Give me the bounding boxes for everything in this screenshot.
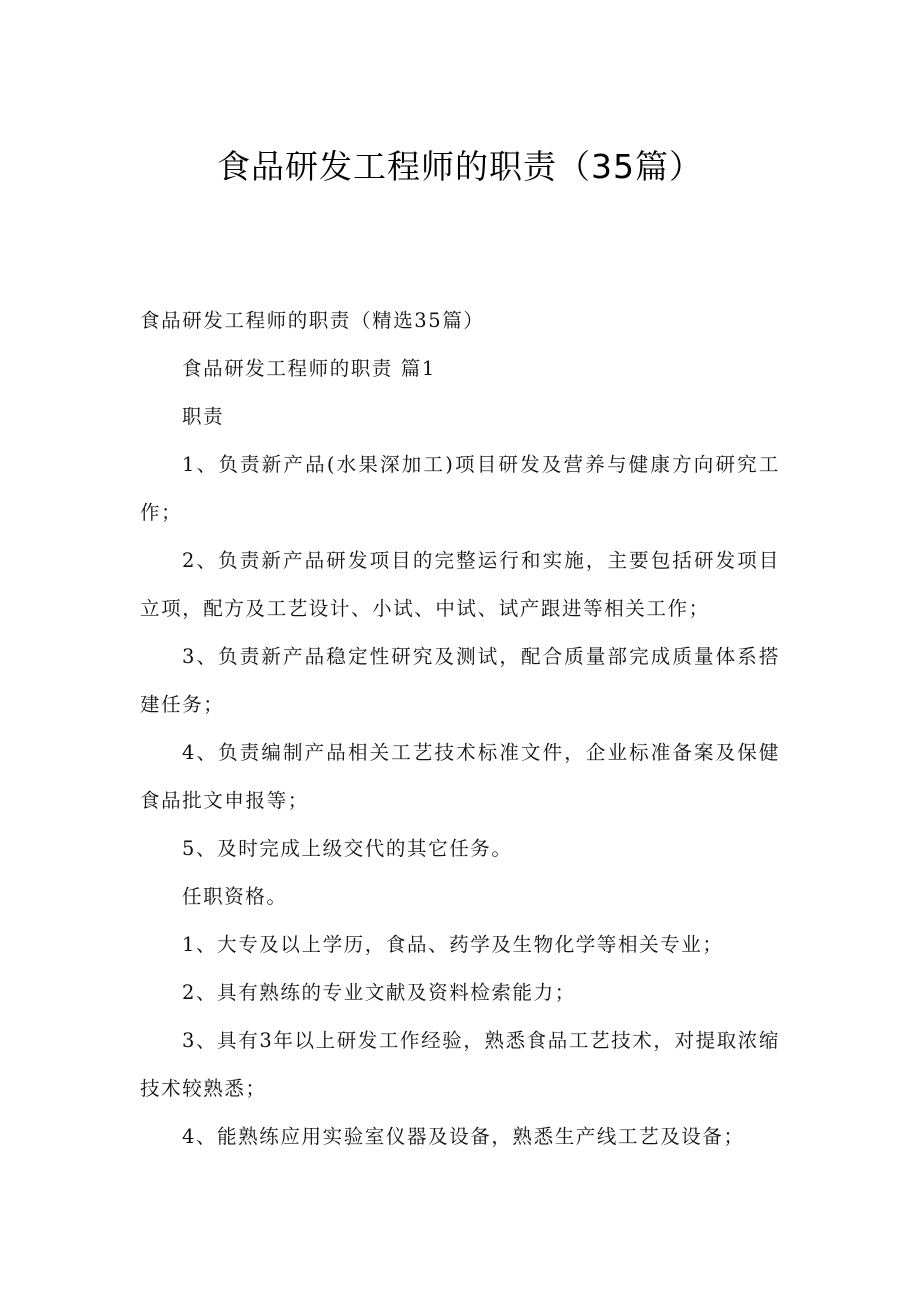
- paragraph-qualification-2: 2、具有熟练的专业文献及资料检索能力；: [182, 981, 576, 1004]
- document-body: [140, 297, 780, 1161]
- paragraph-duty-2: 2、负责新产品研发项目的完整运行和实施，主要包括研发项目立项，配方及工艺设计、小试、中试、试产跟进等相关工作；: [140, 549, 780, 620]
- paragraph-section-heading: 食品研发工程师的职责 篇1: [182, 357, 436, 380]
- paragraph-qualification-3: 3、具有3年以上研发工作经验，熟悉食品工艺技术，对提取浓缩技术较熟悉；: [140, 1029, 780, 1100]
- document-title: 食品研发工程师的职责（35篇）: [217, 147, 703, 186]
- paragraph-qualification-4: 4、能熟练应用实验室仪器及设备，熟悉生产线工艺及设备；: [182, 1125, 745, 1148]
- paragraph-duty-4: 4、负责编制产品相关工艺技术标准文件，企业标准备案及保健食品批文申报等；: [140, 741, 780, 812]
- paragraph-qualification-1: 1、大专及以上学历，食品、药学及生物化学等相关专业；: [182, 933, 724, 956]
- paragraph-duties-heading: 职责: [182, 405, 225, 428]
- paragraph-duty-5: 5、及时完成上级交代的其它任务。: [182, 837, 513, 860]
- paragraph-duty-3: 3、负责新产品稳定性研究及测试，配合质量部完成质量体系搭建任务；: [140, 645, 780, 716]
- paragraph-subtitle: 食品研发工程师的职责（精选35篇）: [140, 309, 485, 332]
- paragraph-duty-1: 1、负责新产品(水果深加工)项目研发及营养与健康方向研究工作；: [140, 453, 780, 524]
- paragraph-qualifications-heading: 任职资格。: [182, 885, 288, 908]
